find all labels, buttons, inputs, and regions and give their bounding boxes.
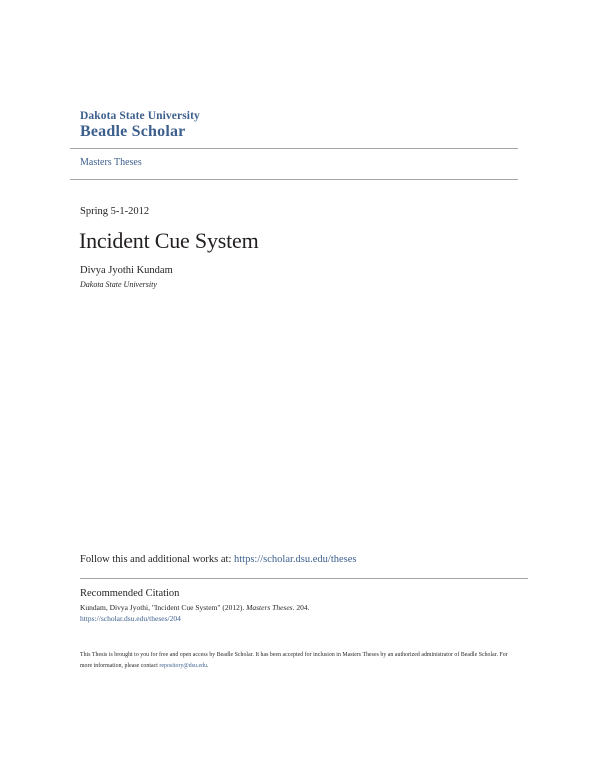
university-name: Dakota State University [80,110,200,122]
header-divider-bottom [70,179,518,180]
notice-text: This Thesis is brought to you for free and open access by Beadle Scholar. It has been accepted for inclusion in Masters Theses by an authorized administrator of Beadle Scholar. For more information, please contact [80,652,508,669]
follow-prefix: Follow this and additional works at: [80,554,234,565]
follow-line [80,554,357,565]
paper-title: Incident Cue System [79,228,259,253]
follow-link[interactable]: https://scholar.dsu.edu/theses [234,554,357,565]
author-name: Divya Jyothi Kundam [80,265,173,276]
citation-divider [80,578,528,579]
citation-link[interactable]: https://scholar.dsu.edu/theses/204 [80,614,181,623]
publication-date: Spring 5-1-2012 [80,206,150,217]
repository-header [80,110,520,141]
citation-text [80,603,309,612]
citation-journal: Masters Theses [246,603,293,612]
citation-prefix: Kundam, Divya Jyothi, "Incident Cue System" (2012). [80,603,247,612]
notice-end: . [207,663,209,669]
citation-suffix: . 204. [292,603,310,612]
repository-name[interactable]: Beadle Scholar [80,123,186,140]
header-divider-top [70,148,518,149]
author-affiliation: Dakota State University [80,280,157,289]
access-notice [80,650,520,672]
series-link[interactable]: Masters Theses [80,157,142,168]
recommended-citation-heading: Recommended Citation [80,588,180,599]
contact-email-link[interactable]: repository@dsu.edu [159,663,208,669]
